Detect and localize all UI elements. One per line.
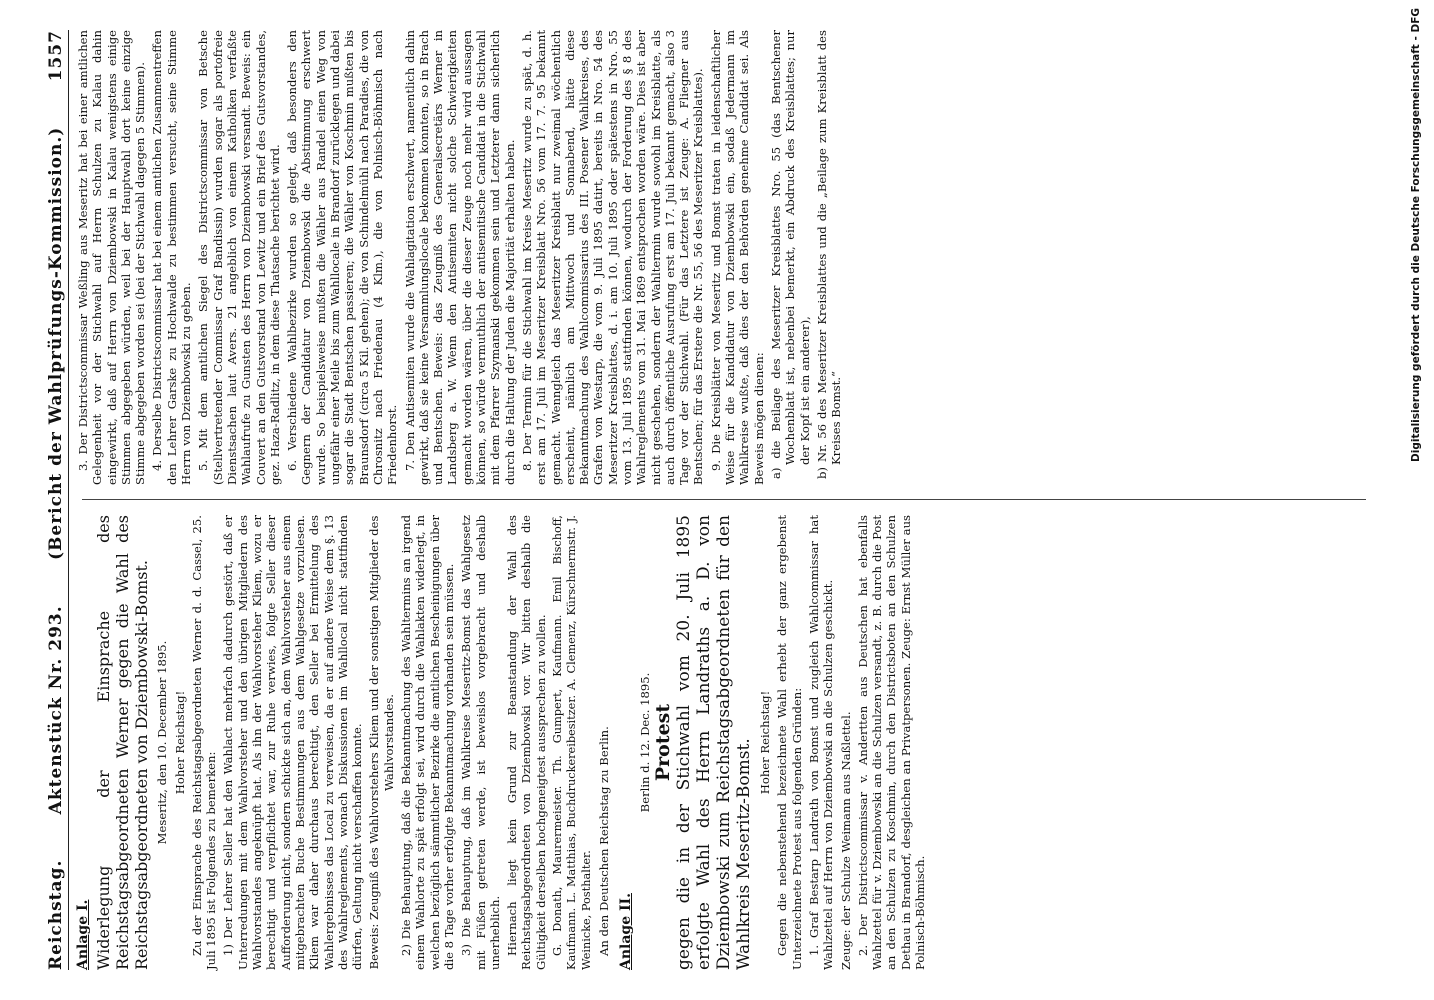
protest-point-2: 2. Der Districtscommissar v. Andertten aus Deutschen hat ebenfalls Wahlzettel für v. Dziembowski an die Schulzen versandt, z. B. durch die Post an den Schulzen zu Koschmin, durch den Districtsboten an den Schulzen Dethau in Brandorf, desgleichen an Privatpersonen. Zeuge: Ernst Müller aus Polnisch-Böhmisch.	[855, 515, 928, 970]
protest-point-4: 4. Derselbe Districtscommissar hat bei einem amtlichen Zusammentreffen den Lehrer Garske zu Hochwalde zu bestimmen versucht, seine Stimme Herrn von Dziembowski zu geben.	[150, 30, 194, 485]
side-credit	[1406, 8, 1432, 988]
intro-2: Gegen die nebenstehend bezeichnete Wahl erhebt der ganz ergebenst Unterzeichnete Protest aus folgenden Gründen:	[775, 515, 804, 970]
anlage-1-heading: Anlage I.	[75, 899, 91, 970]
page-header	[30, 30, 66, 970]
header-right-title: (Bericht der Wahlprüfungs-Kommission.)	[46, 126, 66, 560]
column-divider	[82, 499, 1366, 500]
left-column	[76, 515, 1370, 970]
right-column	[76, 30, 1370, 485]
salutation-2: Hoher Reichstag!	[758, 690, 773, 795]
rotated-document-page	[10, 10, 1390, 990]
protest-point-8: 8. Der Termin für die Stichwahl im Kreise Meseritz wurde zu spät, d. h. erst am 17. Juli im Meseritzer Kreisblatt Nro. 56 vom 17. 7. 95 bekannt gemacht. Wenngleich das Meseritzer Kreisblatt nur zweimal wöchentlich erscheint, nämlich am Mittwoch und Sonnabend, hätte diese Bekanntmachung des Wahlcommissarius des III. Posener Wahlkreises, des Grafen von Westarp, die vom 9. Juli 1895 datirt, bereits in Nro. 54 des Meseritzer Kreisblattes, d. i. am 10. Juli 1895 oder spätestens in Nro. 55 vom 13. Juli 1895 stattfinden können, wodurch der Forderung des § 8 des Wahlreglements vom 31. Mai 1869 entsprochen worden wäre. Dies ist aber nicht geschehen, sondern der Wahltermin wurde sowohl im Kreisblatte, als auch durch öffentliche Ausrufung erst am 17. Juli bekannt gemacht, also 3 Tage vor der Stichwahl. (Für das Letztere ist Zeuge: A. Fliegner aus Bentschen; für das Erstere die Nr. 55, 56 des Meseritzer Kreisblattes).	[519, 30, 706, 485]
conclusion-1: Hiernach liegt kein Grund zur Beanstandung der Wahl des Reichstagsabgeordneten von Dziembowski vor. Wir bitten deshalb die Gültigkeit derselben hochgeneigtest aussprechen zu wollen.	[505, 515, 548, 970]
place-date-1: Meseritz, den 10. December 1895.	[155, 640, 170, 845]
point-3: 3) Die Behauptung, daß im Wahlkreise Meseritz-Bomst das Wahlgesetz mit Füßen getreten werde, ist beweislos vorgebracht und deshalb unerheblich.	[459, 515, 502, 970]
intro-1: Zu der Einsprache des Reichstagsabgeordneten Werner d. d. Cassel, 25. Juli 1895 ist Folgendes zu bemerken:	[189, 515, 219, 970]
protest-point-5: 5. Mit dem amtlichen Siegel des Districtscommissar von Betsche (Stellvertretender Commissar Graf Bandissin) wurden sogar als portofreie Dienstsachen laut Avers. 21 angeblich von einem Katholiken verfaßte Wahlaufrufe zu Gunsten des Herrn von Dziembowski versandt. Beweis: ein Couvert an den Gutsvorstand von Lewitz und ein Brief des Gutsvorstandes, gez. Haza-Radlitz, in dem diese Thatsache berichtet wird.	[196, 30, 282, 485]
protest-point-6: 6. Verschiedene Wahlbezirke wurden so gelegt, daß besonders den Gegnern der Candidatur von Dziembowski die Abstimmung erschwert wurde. So beispielsweise mußten die Wähler aus Randel einen Weg von ungefähr einer Meile bis zum Wahllocale in Brandorf zurücklegen und dabei sogar die Stadt Bentschen passieren; die Wähler von Koschmin mußten bis Braunsdorf (circa 5 Kil. gehen); die von Schindelmühl nach Paradies, die von Chrosnitz nach Friedenau (4 Klm.), die von Polnisch-Böhmisch nach Friedenhorst.	[285, 30, 400, 485]
anlage-2-heading: Anlage II.	[618, 893, 635, 970]
anlage-1-title: Widerlegung der Einsprache des Reichstagsabgeordneten Werner gegen die Wahl des Reichstagsabgeordneten von Dziembowski-Bomst.	[94, 515, 152, 970]
protest-heading: Protest	[651, 703, 674, 782]
header-rule	[68, 30, 69, 970]
protest-point-9a: a) die Beilage des Meseritzer Kreisblattes Nro. 55 (das Bentschener Wochenblatt ist, nebenbei bemerkt, ein Abdruck des Kreisblattes; nur der Kopf ist ein anderer),	[768, 30, 812, 479]
place-date-2: Berlin d. 12. Dec. 1895.	[637, 672, 652, 813]
protest-point-9b: b) Nr. 56 des Meseritzer Kreisblattes und die „Beilage zum Kreisblatt des Kreises Bomst.“	[814, 30, 844, 479]
side-credit-text: Digitalisierung gefördert durch die Deutsche Forschungsgemeinschaft - DFG	[1410, 8, 1422, 462]
signatures: G. Donath, Maurermeister. Th. Gumpert, Kaufmann. Emil Bischoff, Kaufmann. L. Matthias, Buchdruckereibesitzer. A. Clemenz, Kürschnermstr. J. Weinicke, Posthalter.	[551, 515, 593, 970]
salutation-1: Hoher Reichstag!	[172, 690, 187, 795]
header-left: Reichstag.	[46, 859, 66, 970]
protest-title: gegen die in der Stichwahl vom 20. Juli 1895 erfolgte Wahl des Herrn Landraths a. D. von Dziembowski zum Reichstagsabgeordneten für den Wahlkreis Meseritz-Bomst.	[674, 515, 755, 970]
protest-point-1: 1. Graf Bestarp Landrath von Bomst und zugleich Wahlcommissar hat Wahlzettel auf Herrn von Dziembowski an die Schulzen geschickt.	[806, 515, 836, 970]
protest-point-9: 9. Die Kreisblätter von Meseritz und Bomst traten in leidenschaftlicher Weise für die Kandidatur von Dziembowski ein, sodaß Jedermann im Wahlkreise wußte, daß dies der den Behörden genehme Candidat sei. Als Beweis mögen dienen:	[708, 30, 766, 485]
page-number: 1557	[46, 30, 66, 82]
point-1: 1) Der Lehrer Seller hat den Wahlact mehrfach dadurch gestört, daß er Unterredungen mit dem Wahlvorsteher und den übrigen Mitgliedern des Wahlvorstandes angeknüpft hat. Als ihn der Wahlvorsteher Kliem, wozu er berechtigt und verpflichtet war, zur Ruhe verwies, folgte Seller dieser Aufforderung nicht, sondern schickte sich an, dem Wahlvorsteher aus einem mitgebrachten Buche Bestimmungen aus dem Wahlgesetze vorzulesen. Kliem war daher durchaus berechtigt, den Seller bei Ermittelung des Wahlergebnisses das Local zu verweisen, da er auf andere Weise dem §. 13 des Wahlreglements, wonach Diskussionen im Wahllocal nicht stattfinden dürfen, Geltung nicht verschaffen konnte.	[221, 515, 365, 970]
header-center: Aktenstück Nr. 293.	[46, 605, 66, 815]
address: An den Deutschen Reichstag zu Berlin.	[596, 726, 611, 956]
point-1-proof: Beweis: Zeugniß des Wahlvorstehers Kliem und der sonstigen Mitglieder des Wahlvorstandes.	[367, 515, 396, 970]
point-2: 2) Die Behauptung, daß die Bekanntmachung des Wahltermins an irgend einem Wahlorte zu spät erfolgt sei, wird durch die Wahlakten widerlegt, in welchen bezüglich sämmtlicher Bezirke die amtlichen Bescheinigungen über die 8 Tage vorher erfolgte Bekanntmachung vorhanden sein müssen.	[399, 515, 456, 970]
protest-point-1-witness: Zeuge: der Schulze Weimann aus Naßlettel.	[838, 711, 853, 970]
protest-point-3: 3. Der Districtscommissar Weßling aus Meseritz hat bei einer amtlichen Gelegenheit vor der Stichwahl auf Herrn Schulzen zu Kalau dahin eingewirkt, daß auf Herrn von Dziembowski in Kalau wenigstens einige Stimmen abgegeben würden, weil bei der Hauptwahl dort keine einzige Stimme abgegeben worden sei (bei der Stichwahl dagegen 5 Stimmen).	[76, 30, 148, 485]
protest-point-7: 7. Den Antisemiten wurde die Wahlagitation erschwert, namentlich dahin gewirkt, daß sie keine Versammlungslocale bekommen konnten, so in Brach und Bentschen. Beweis: das Zeugniß des Generalsecretärs Werner in Landsberg a. W. Wenn den Antisemiten nicht solche Schwierigkeiten gemacht worden wären, über die dieser Zeuge noch mehr wird aussagen können, so würde vermuthlich der antisemitische Candidat in die Stichwahl mit dem Pfarrer Szymanski gekommen sein und Letzterer dann sicherlich durch die Haltung der Juden die Majorität erhalten haben.	[402, 30, 517, 485]
